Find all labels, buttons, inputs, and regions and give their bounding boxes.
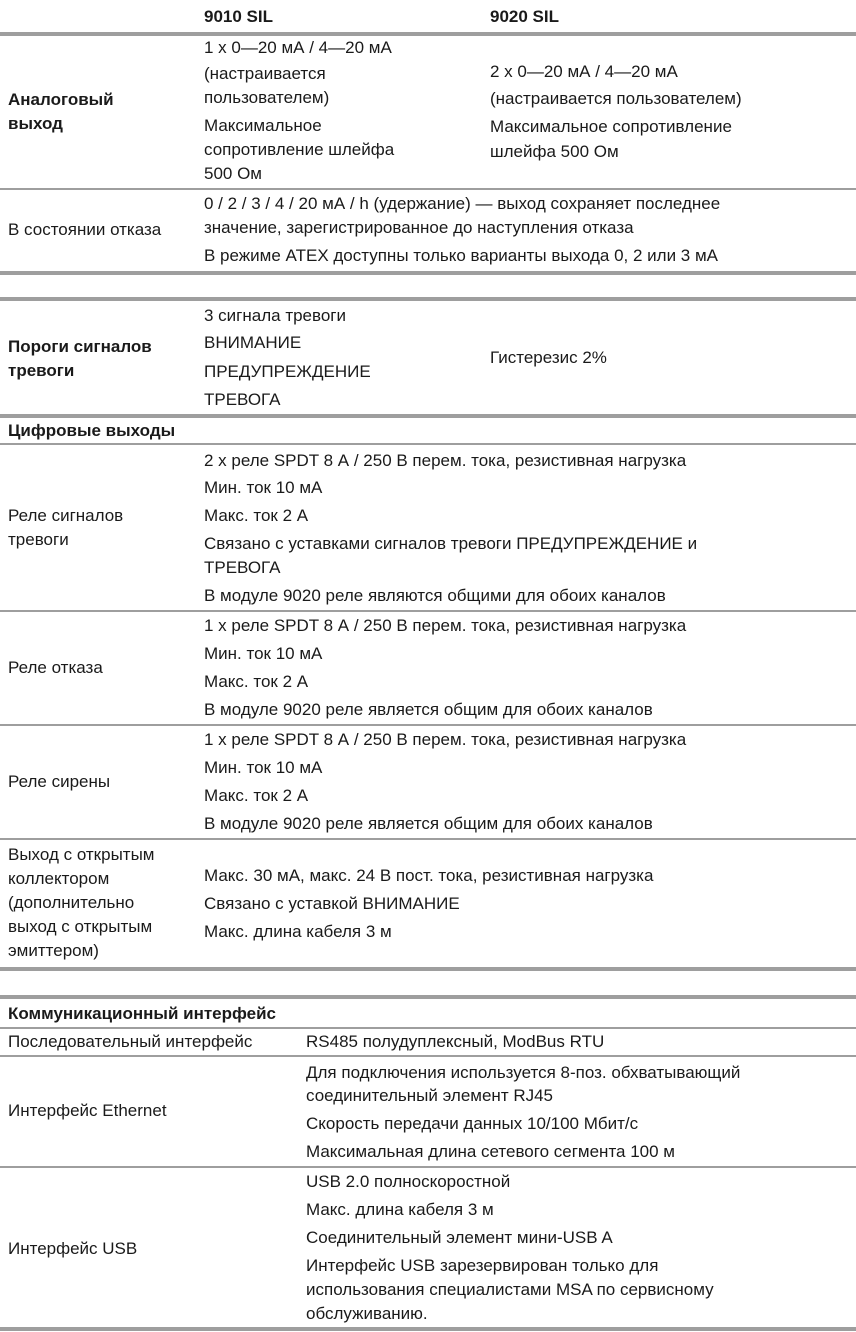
open-collector-line: Макс. 30 мА, макс. 24 В пост. тока, резистивная нагрузка [204, 866, 654, 885]
row-divider [0, 724, 856, 726]
open-collector-line: Макс. длина кабеля 3 м [204, 922, 392, 941]
usb-line: Соединительный элемент мини-USB A [306, 1228, 613, 1247]
siren-relay-label: Реле сирены [8, 772, 111, 791]
alarm-relay-line: Связано с уставками сигналов тревоги ПРЕДУПРЕЖДЕНИЕ и [204, 534, 698, 553]
fault-relay-line: Мин. ток 10 мА [204, 644, 323, 663]
alarm-thresholds-label: Пороги сигналов тревоги [8, 337, 152, 380]
comm-title: Коммуникационный интерфейс [8, 1004, 277, 1023]
row-divider [0, 838, 856, 840]
fault-relay-line: Макс. ток 2 А [204, 672, 309, 691]
alarm-relay-line: ТРЕВОГА [204, 558, 281, 577]
header-divider [0, 32, 856, 36]
usb-label: Интерфейс USB [8, 1239, 138, 1258]
ethernet-line: Скорость передачи данных 10/100 Мбит/с [306, 1114, 639, 1133]
ethernet-line: соединительный элемент RJ45 [306, 1086, 554, 1105]
alarm-relay-line: В модуле 9020 реле являются общими для обоих каналов [204, 586, 666, 605]
hysteresis-value: Гистерезис 2% [490, 348, 607, 367]
fault-state-label: В состоянии отказа [8, 220, 162, 239]
siren-relay-line: Макс. ток 2 А [204, 786, 309, 805]
analog-col1-line: 1 x 0—20 мА / 4—20 мА [204, 38, 392, 57]
alarm-thresholds-line: ВНИМАНИЕ [204, 333, 302, 352]
section-divider [0, 297, 856, 301]
siren-relay-line: В модуле 9020 реле является общим для обоих каналов [204, 814, 653, 833]
siren-relay-line: Мин. ток 10 мА [204, 758, 323, 777]
siren-relay-line: 1 x реле SPDT 8 А / 250 В перем. тока, резистивная нагрузка [204, 730, 687, 749]
fault-state-line: значение, зарегистрированное до наступления отказа [204, 218, 634, 237]
row-divider [0, 443, 856, 445]
header-col1: 9010 SIL [204, 7, 273, 26]
alarm-thresholds-line: ТРЕВОГА [204, 390, 281, 409]
open-collector-line: Связано с уставкой ВНИМАНИЕ [204, 894, 460, 913]
usb-line: Макс. длина кабеля 3 м [306, 1200, 494, 1219]
analog-col1-line: (настраивается [204, 64, 326, 83]
serial-value: RS485 полудуплексный, ModBus RTU [306, 1032, 605, 1051]
table-bottom-border [0, 1327, 856, 1331]
row-divider [0, 188, 856, 190]
section-divider [0, 967, 856, 971]
alarm-thresholds-line: ПРЕДУПРЕЖДЕНИЕ [204, 362, 371, 381]
fault-state-line: В режиме ATEX доступны только варианты выхода 0, 2 или 3 мА [204, 246, 718, 265]
section-divider [0, 995, 856, 999]
analog-col2-line: Максимальное сопротивление [490, 117, 732, 136]
analog-label: Аналоговый выход [8, 90, 114, 133]
alarm-relay-line: Мин. ток 10 мА [204, 478, 323, 497]
ethernet-label: Интерфейс Ethernet [8, 1101, 167, 1120]
usb-line: USB 2.0 полноскоростной [306, 1172, 511, 1191]
analog-col2-line: (настраивается пользователем) [490, 89, 742, 108]
analog-col1-line: Максимальное [204, 116, 322, 135]
row-divider [0, 1166, 856, 1168]
serial-label: Последовательный интерфейс [8, 1032, 253, 1051]
analog-col1-line: пользователем) [204, 88, 330, 107]
usb-line: обслуживанию. [306, 1304, 428, 1323]
row-divider [0, 1027, 856, 1029]
analog-col2-line: шлейфа 500 Ом [490, 142, 619, 161]
usb-line: Интерфейс USB зарезервирован только для [306, 1256, 659, 1275]
section-divider [0, 271, 856, 275]
alarm-thresholds-line: 3 сигнала тревоги [204, 306, 347, 325]
row-divider [0, 610, 856, 612]
analog-col2-line: 2 x 0—20 мА / 4—20 мА [490, 62, 678, 81]
alarm-relay-line: Макс. ток 2 А [204, 506, 309, 525]
analog-col1-line: сопротивление шлейфа [204, 140, 395, 159]
row-divider [0, 1055, 856, 1057]
fault-relay-label: Реле отказа [8, 658, 103, 677]
open-collector-label: Выход с открытым коллектором (дополнительно выход с открытым эмиттером) [8, 845, 155, 960]
fault-relay-line: 1 x реле SPDT 8 А / 250 В перем. тока, резистивная нагрузка [204, 616, 687, 635]
fault-state-line: 0 / 2 / 3 / 4 / 20 мА / h (удержание) — выход сохраняет последнее [204, 194, 721, 213]
fault-relay-line: В модуле 9020 реле является общим для обоих каналов [204, 700, 653, 719]
usb-line: использования специалистами MSA по сервисному [306, 1280, 714, 1299]
header-col2: 9020 SIL [490, 7, 559, 26]
alarm-relay-line: 2 x реле SPDT 8 А / 250 В перем. тока, резистивная нагрузка [204, 451, 687, 470]
digital-outputs-title: Цифровые выходы [8, 421, 176, 440]
ethernet-line: Для подключения используется 8-поз. обхватывающий [306, 1063, 741, 1082]
analog-col1-line: 500 Ом [204, 164, 262, 183]
alarm-relay-label: Реле сигналов тревоги [8, 506, 124, 549]
section-divider [0, 414, 856, 418]
ethernet-line: Максимальная длина сетевого сегмента 100 м [306, 1142, 675, 1161]
